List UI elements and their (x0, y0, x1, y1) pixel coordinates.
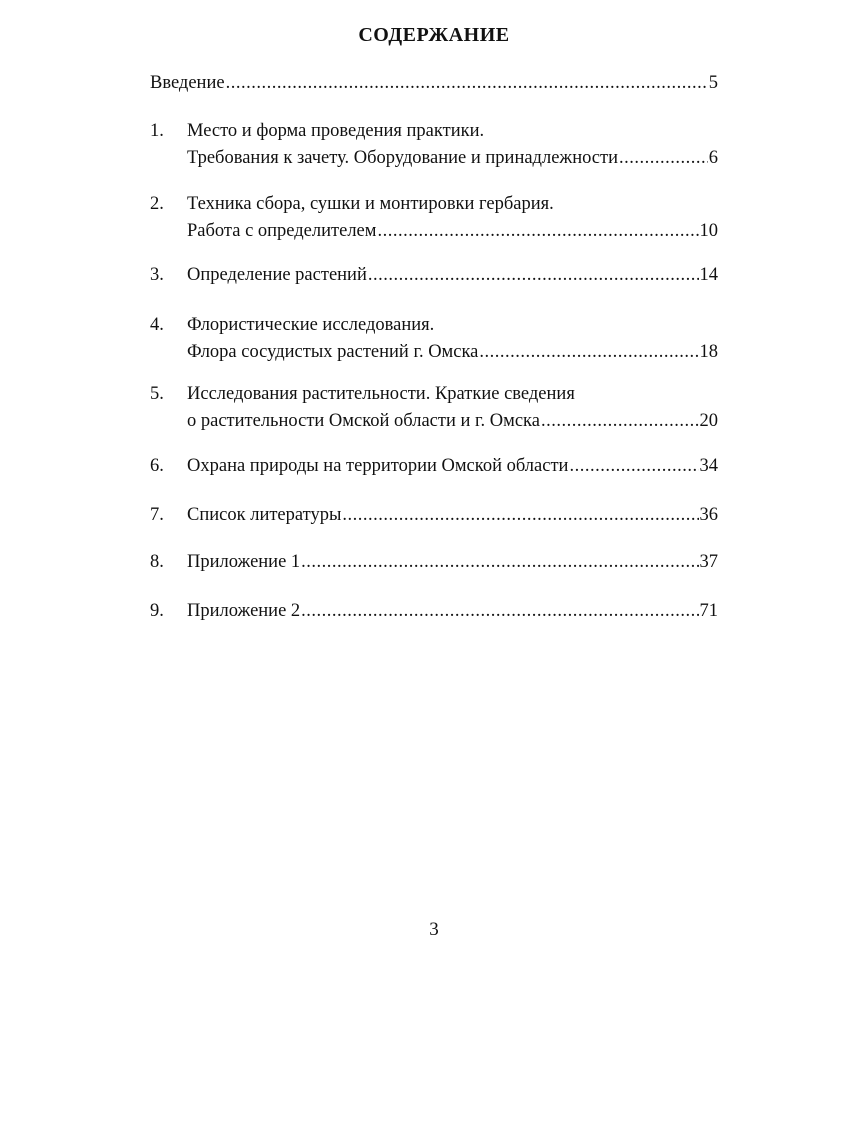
toc-page-number: 6 (708, 148, 718, 168)
toc-entry-number: 7. (150, 505, 164, 525)
toc-entry-title: Введение (150, 73, 225, 93)
toc-entry-number: 6. (150, 456, 164, 476)
toc-entry-number: 5. (150, 384, 164, 404)
toc-entry-6 (150, 453, 718, 480)
toc-leader-dots (301, 598, 698, 625)
toc-entry-9 (150, 598, 718, 625)
toc-entry-number: 8. (150, 552, 164, 572)
toc-page-number: 18 (699, 342, 718, 362)
toc-entry-8 (150, 549, 718, 576)
toc-page-number: 20 (699, 411, 718, 431)
toc-page-number: 14 (699, 265, 718, 285)
toc-entry-title: Приложение 2 (187, 601, 301, 621)
toc-page-number: 34 (699, 456, 718, 476)
toc-entry-title: о растительности Омской области и г. Омска (187, 411, 540, 431)
toc-page-number: 71 (699, 601, 718, 621)
toc-entry-7 (150, 502, 718, 529)
toc-page-number: 10 (699, 221, 718, 241)
toc-leader-dots (619, 145, 708, 172)
page-title: СОДЕРЖАНИЕ (358, 24, 510, 46)
toc-entry-title-line: Техника сбора, сушки и монтировки гербария. (187, 194, 554, 214)
toc-entry-3 (150, 262, 718, 289)
toc-entry-1 (150, 118, 718, 172)
toc-entry-title-line: Флористические исследования. (187, 315, 435, 335)
toc-leader-dots (342, 502, 698, 529)
toc-page-number: 5 (708, 73, 718, 93)
toc-leader-dots (541, 408, 699, 435)
toc-entry-4 (150, 312, 718, 366)
toc-page-number: 37 (699, 552, 718, 572)
toc-entry-2 (150, 191, 718, 245)
toc-entry-title: Требования к зачету. Оборудование и принадлежности (187, 148, 619, 168)
toc-leader-dots (301, 549, 698, 576)
toc-entry-number: 3. (150, 265, 164, 285)
toc-entry-number: 9. (150, 601, 164, 621)
toc-page-number: 36 (699, 505, 718, 525)
toc-leader-dots (479, 339, 698, 366)
toc-entry-title: Работа с определителем (187, 221, 377, 241)
toc-entry-title: Флора сосудистых растений г. Омска (187, 342, 479, 362)
toc-leader-dots (569, 453, 698, 480)
toc-entry-title-line: Исследования растительности. Краткие сведения (187, 384, 575, 404)
toc-entry-number: 1. (150, 121, 164, 141)
toc-leader-dots (226, 70, 708, 97)
toc-entry-number: 2. (150, 194, 164, 214)
toc-entry-title: Определение растений (187, 265, 367, 285)
toc-entry-title: Список литературы (187, 505, 342, 525)
toc-leader-dots (368, 262, 699, 289)
toc-entry-introduction (150, 70, 718, 97)
toc-leader-dots (377, 218, 698, 245)
toc-entry-number: 4. (150, 315, 164, 335)
page-number: 3 (429, 919, 439, 940)
toc-entry-title-line: Место и форма проведения практики. (187, 121, 485, 141)
toc-entry-title: Приложение 1 (187, 552, 301, 572)
toc-entry-title: Охрана природы на территории Омской области (187, 456, 569, 476)
toc-entry-5 (150, 381, 718, 435)
